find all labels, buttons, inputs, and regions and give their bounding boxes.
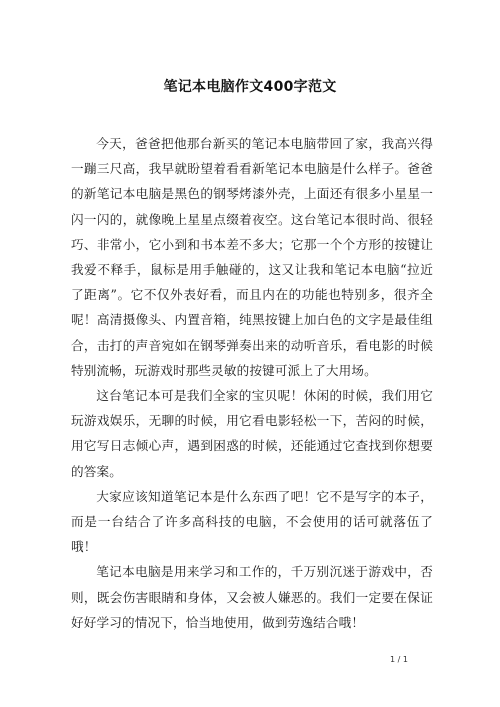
paragraph: 大家应该知道笔记本是什么东西了吧！它不是写字的本子，而是一台结合了许多高科技的电脑，不会使用的话可就落伍了哦！ bbox=[71, 488, 433, 555]
document-body bbox=[71, 131, 433, 635]
document-title: 笔记本电脑作文400字范文 bbox=[163, 79, 337, 95]
paragraph: 今天，爸爸把他那台新买的笔记本电脑带回了家，我高兴得一蹦三尺高，我早就盼望着看看新笔记本电脑是什么样子。爸爸的新笔记本电脑是黑色的钢琴烤漆外壳，上面还有很多小星星一闪一闪的，就像晚上星星点缀着夜空。这台笔记本很时尚、很轻巧、非常小，它小到和书本差不多大；它那一个个方形的按键让我爱不释手，鼠标是用手触碰的，这又让我和笔记本电脑“拉近了距离”。它不仅外表好看，而且内在的功能也特别多，很齐全呢！高清摄像头、内置音箱，纯黑按键上加白色的文字是最佳组合，击打的声音宛如在钢琴弹奏出来的动听音乐，看电影的时候特别流畅，玩游戏时那些灵敏的按键可派上了大用场。 bbox=[71, 136, 433, 378]
paragraph: 笔记本电脑是用来学习和工作的，千万别沉迷于游戏中，否则，既会伤害眼睛和身体，又会被人嫌恶的。我们一定要在保证好好学习的情况下，恰当地使用，做到劳逸结合哦！ bbox=[71, 564, 433, 630]
page-number: 1 / 1 bbox=[390, 655, 408, 664]
paragraph: 这台笔记本可是我们全家的宝贝呢！休闲的时候，我们用它玩游戏娱乐，无聊的时候，用它看电影轻松一下，苦闷的时候，用它写日志倾心声，遇到困惑的时候，还能通过它查找到你想要的答案。 bbox=[71, 388, 433, 479]
